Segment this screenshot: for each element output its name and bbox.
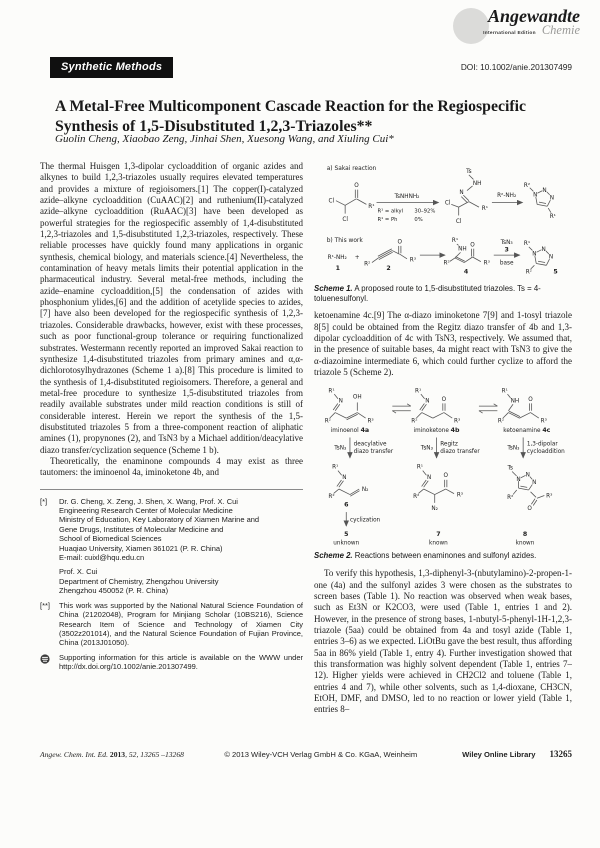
affiliation-line: Department of Chemistry, Zhengzhou University bbox=[59, 576, 219, 586]
atom-label: O bbox=[397, 239, 403, 246]
page-number: 13265 bbox=[549, 749, 572, 759]
atom-label: O bbox=[441, 397, 447, 404]
journal-name: Angew. Chem. Int. Ed. bbox=[40, 750, 108, 759]
atom-label: N₂ bbox=[361, 487, 369, 494]
atom-label: N bbox=[549, 195, 555, 202]
atom-label: R² bbox=[324, 419, 331, 426]
reaction-arrow-4 bbox=[494, 240, 520, 266]
plus-sign: + bbox=[354, 254, 360, 261]
affiliation-line: Ministry of Education, Key Laboratory of Xiamen Marine and bbox=[59, 515, 260, 525]
scheme-2-caption-label: Scheme 2. bbox=[314, 551, 353, 561]
bond-lines bbox=[336, 190, 366, 214]
email-link[interactable]: cuixl@hqu.edu.cn bbox=[84, 553, 145, 563]
compound-number: 4b bbox=[450, 427, 460, 435]
structure-triazole-product-a bbox=[524, 182, 556, 220]
footnote-marker: [*] bbox=[40, 496, 48, 506]
atom-label: R² bbox=[413, 494, 420, 501]
atom-label: R¹ bbox=[328, 388, 335, 395]
atom-label: NH bbox=[472, 181, 482, 187]
pathway-arrow-regitz bbox=[420, 438, 481, 458]
structure-dichloroketone bbox=[329, 183, 375, 223]
atom-label: N₂ bbox=[431, 506, 438, 513]
compound-number: 3 bbox=[504, 246, 509, 254]
doi-line: DOI: 10.1002/anie.201307499 bbox=[460, 62, 572, 72]
atom-label: N bbox=[459, 190, 464, 197]
atom-label: N bbox=[525, 473, 530, 480]
atom-label: R³ bbox=[456, 492, 464, 499]
reagent-label: TsN₃ bbox=[500, 240, 513, 247]
affiliation-line: Dr. G. Cheng, X. Zeng, J. Shen, X. Wang, Prof. X. Cui bbox=[59, 496, 238, 506]
pathway-arrow-cycloaddition bbox=[506, 438, 565, 458]
panel-b-label: b) This work bbox=[326, 238, 363, 245]
atom-label: R¹ bbox=[368, 204, 375, 211]
email-line bbox=[59, 553, 303, 562]
tautomer-name: iminoenol bbox=[330, 428, 361, 435]
affiliation-block-2 bbox=[59, 567, 303, 595]
paragraph-tautomers: Theoretically, the enaminone compounds 4 may exist as three tautomers: the iminoenol 4a, iminoketone 4b, and bbox=[40, 455, 303, 478]
atom-label: Ts bbox=[466, 169, 472, 175]
footnote-supporting-info bbox=[40, 653, 303, 672]
atom-label: N bbox=[542, 187, 547, 194]
atom-label: O bbox=[354, 182, 359, 189]
reagent-label: TsN₃ bbox=[507, 445, 520, 452]
structure-ketoenamine-4c bbox=[498, 388, 551, 435]
condition-value: 0% bbox=[414, 217, 423, 223]
affiliation-line: Prof. X. Cui bbox=[59, 567, 98, 577]
atom-label: Cl bbox=[444, 200, 451, 207]
footnote-divider bbox=[40, 489, 303, 490]
bond-lines bbox=[418, 471, 454, 503]
atom-label: N bbox=[532, 480, 537, 487]
left-column bbox=[40, 161, 303, 751]
pathway-label: Regitz bbox=[440, 442, 458, 449]
supporting-info-sentence: Supporting information for this article is available on the WWW under bbox=[59, 652, 303, 662]
condition-label: R¹ = Ph bbox=[377, 217, 398, 223]
equilibrium-arrow bbox=[479, 404, 497, 413]
bond-lines bbox=[529, 247, 554, 269]
pathway-label: cyclization bbox=[349, 517, 381, 524]
atom-label: R² bbox=[411, 419, 418, 426]
tautomer-name: iminoketone bbox=[413, 428, 451, 435]
compound-number: 5 bbox=[344, 531, 349, 539]
reagent-label: TsN₃ bbox=[334, 445, 347, 452]
affiliation-line: Zhengzhou 450052 (P. R. China) bbox=[59, 586, 169, 596]
logo-chemie-text: Chemie bbox=[541, 23, 580, 37]
atom-label: OH bbox=[352, 395, 362, 402]
atom-label: N bbox=[516, 477, 521, 484]
formula-label: R¹-NH₂ bbox=[327, 254, 347, 261]
status-label: known bbox=[515, 540, 535, 547]
email-label: E-mail: bbox=[59, 553, 85, 563]
reagent-label: TsNHNH₂ bbox=[394, 193, 420, 200]
atom-label: R¹ bbox=[501, 388, 508, 395]
panel-a-label: a) Sakai reaction bbox=[326, 166, 377, 173]
atom-label: R² bbox=[523, 182, 531, 189]
footnotes-block bbox=[40, 497, 303, 672]
atom-label: R¹ bbox=[332, 465, 339, 472]
compound-number: 6 bbox=[344, 502, 349, 510]
atom-label: R² bbox=[328, 494, 335, 501]
atom-label: R³ bbox=[546, 493, 553, 500]
atom-label: R³ bbox=[483, 260, 490, 267]
journal-logo bbox=[425, 6, 580, 52]
atom-label: O bbox=[527, 506, 532, 513]
scheme-1-caption-label: Scheme 1. bbox=[314, 284, 353, 293]
atom-label: R³ bbox=[367, 419, 374, 426]
footnote-affiliations bbox=[40, 497, 303, 596]
atom-label: N bbox=[338, 398, 343, 405]
copyright-line: © 2013 Wiley-VCH Verlag GmbH & Co. KGaA, Weinheim bbox=[224, 750, 418, 759]
supporting-info-disc-icon bbox=[40, 653, 59, 672]
scheme-2-figure bbox=[314, 384, 572, 561]
atom-label: Cl bbox=[342, 217, 348, 223]
compound-number: 8 bbox=[522, 531, 528, 539]
reagent-label: R²-NH₂ bbox=[497, 193, 517, 199]
scheme-2-graphic bbox=[314, 384, 572, 548]
paragraph-screening: To verify this hypothesis, 1,3-diphenyl-3-(nbutylamino)-2-propen-1-one (4a) and the sulfonyl azides 3 were chosen as the substrates to screen bases (Table 1). No reaction was observed when weak bases, such as Et3N or K2CO3, were used (Table 1, entries 1 and 2). However, in the presence of strong bases, 1-nbutyl-5-phenyl-1H-1,2,3-triazole (5aa) could be obtained from 4a and tosyl azide (Table 1, entries 3–6) as we expected. LiOtBu gave the best result, thus affording 5aa in 86% yield (Table 1, entry 4). Further investigation showed that this transformation was highly solvent dependent (Table 1, entries 7–12). Higher yields were achieved in CH2Cl2 and toluene (Table 1, entries 4 and 7), while other solvents, such as 1,4-dioxane, CH3CN, EtOH, DMF, and DMSO, led to no reaction or lower yield (Table 1, entries 8– bbox=[314, 568, 572, 715]
atom-label: NH bbox=[458, 246, 467, 253]
journal-year: 2013 bbox=[109, 750, 126, 759]
supporting-info-text bbox=[59, 653, 303, 672]
atom-label: N bbox=[425, 398, 430, 405]
paragraph-hypothesis: ketoenamine 4c.[9] The α-diazo iminoketone 7[9] and 1-tosyl triazole 8[5] could be obtained from the Regitz diazo transfer of 4b and 1,3-dipolar cycloaddition of 4c with TsN3, respectively. We assumed that, in the presence of suitable bases, 4a might react with TsN3 to give the α-diazoimine intermediate 6, which could further cyclize to afford the triazole 5 (Scheme 2). bbox=[314, 310, 572, 378]
structure-propynone-2 bbox=[364, 240, 416, 272]
scheme-1-caption bbox=[314, 284, 572, 303]
condition-label: base bbox=[499, 260, 514, 267]
affiliation-line: Gene Drugs, Institutes of Molecular Medicine and bbox=[59, 524, 224, 534]
reagent-label: TsN₃ bbox=[420, 445, 433, 452]
structure-amine-1 bbox=[328, 254, 347, 272]
atom-label: R² bbox=[507, 495, 514, 502]
reaction-arrow-2 bbox=[492, 192, 522, 203]
bond-lines bbox=[530, 188, 555, 213]
wiley-online-library: Wiley Online Library bbox=[462, 750, 536, 759]
atom-label: Cl bbox=[455, 218, 462, 225]
structure-triazole-product-5 bbox=[524, 240, 558, 276]
supporting-info-link[interactable]: http://dx.doi.org/10.1002/anie.201307499. bbox=[59, 662, 198, 672]
title-line1: A Metal-Free Multicomponent Cascade Reaction for the Regiospecific bbox=[55, 97, 527, 115]
bond-lines bbox=[372, 246, 407, 263]
scheme-1-caption-text: A proposed route to 1,5-disubstituted triazoles. Ts = 4-toluenesulfonyl. bbox=[314, 284, 541, 303]
condition-label: R¹ = alkyl bbox=[377, 208, 404, 215]
reaction-arrow-1 bbox=[377, 194, 439, 223]
footnote-marker: [**] bbox=[40, 600, 51, 610]
compound-number: 1 bbox=[335, 264, 340, 272]
compound-number: 4c bbox=[542, 427, 551, 435]
two-column-body bbox=[40, 161, 572, 751]
compound-number: 2 bbox=[386, 264, 391, 272]
compound-number: 5 bbox=[553, 268, 558, 276]
equilibrium-arrow bbox=[392, 404, 410, 413]
atom-label: N bbox=[427, 475, 432, 482]
status-label: known bbox=[429, 540, 448, 547]
page-footer bbox=[40, 749, 572, 759]
pathway-label: 1,3-dipolar bbox=[526, 442, 558, 449]
structure-tosyl-triazole-8 bbox=[507, 466, 553, 513]
atom-label: R¹ bbox=[416, 465, 424, 472]
compound-number: 4a bbox=[360, 427, 370, 435]
section-badge: Synthetic Methods bbox=[50, 57, 173, 78]
atom-label: N bbox=[533, 192, 538, 199]
structure-tosylhydrazone bbox=[445, 169, 488, 225]
affiliation-line: Engineering Research Center of Molecular Medicine bbox=[59, 506, 233, 516]
atom-label: R¹ bbox=[523, 241, 531, 247]
atom-label: R² bbox=[525, 269, 532, 276]
scheme-1-figure bbox=[314, 161, 572, 303]
scheme-2-caption bbox=[314, 551, 572, 561]
condition-value: 30–92% bbox=[414, 208, 436, 215]
scheme-2-caption-text: Reactions between enaminones and sulfonyl azides. bbox=[352, 551, 537, 561]
pathway-label: diazo transfer bbox=[353, 449, 394, 456]
authors-line: Guolin Cheng, Xiaobao Zeng, Jinhai Shen, Xuesong Wang, and Xiuling Cui* bbox=[55, 133, 394, 145]
right-column bbox=[314, 161, 572, 751]
logo-main-text: Angewandte bbox=[487, 6, 580, 26]
logo-edition-text: International Edition bbox=[483, 31, 536, 36]
affiliation-line: School of Biomedical Sciences bbox=[59, 534, 162, 544]
pathway-label: diazo transfer bbox=[440, 449, 480, 456]
tautomer-label bbox=[503, 427, 550, 434]
bond-lines bbox=[416, 395, 452, 419]
title-line2: Synthesis of 1,5-Disubstituted 1,2,3-Triazoles** bbox=[55, 118, 373, 136]
atom-label: R² bbox=[443, 260, 450, 267]
structure-diazoimine-6 bbox=[328, 464, 368, 509]
paragraph-intro: The thermal Huisgen 1,3-dipolar cycloaddition of organic azides and alkynes to build 1,2,3-triazoles usually requires elevated temperatures and provides a mixture of regioisomers.[1] The copper(I)-catalyzed azide–alkyne cycloaddition (CuAAC)[2] and ruthenium(II)-catalyzed azide–alkyne cycloaddition (RuAAC)[3] have been developed as powerful strategies for the regiospecific assembly of 1,4-disubstituted 1,2,3-triazoles and 1,5-disubstituted 1,2,3-triazoles, respectively. These reliable processes have quickly found many applications in organic synthesis, chemical biology, and materials science.[4] Nevertheless, the contamination of heavy metals limits their potential application in the pharmaceutical industry. Several metal-free methods, including the azide–enamine cycloaddition,[5] the condensation of azides with phosphonium ylides,[6] and the addition of acetylide species to azides,[7] have also been developed for the regiospecific synthesis of 1,2,3-triazoles. Considerable drawbacks, however, exist with these processes, such as poor functional-group tolerance or requiring functionalized substrates. Westermann recently reported an improved Sakai reaction to synthesize 1,4-disubstituted triazoles from primary amines and α,α-dichlorotosylhydrazones (Scheme 1 a).[8] This procedure is limited to the synthesis of 1,4-disubstituted regioisomers. Therefore, a general and metal-free procedure to synthesize 1,5-disubstituted triazoles from readily available substrates under mild reaction conditions is still of considerable interest. Herein we report the synthesis of the 1,5-disubstituted triazoles 5 from a three-component reaction of aliphatic amines (1), propynones (2), and TsN3 by a Michael addition/deacylative diazo transfer/cyclization sequence (Scheme 1 b). bbox=[40, 161, 303, 455]
atom-label: R¹ bbox=[414, 388, 422, 395]
structure-iminoketone-4b bbox=[411, 388, 460, 435]
atom-label: N bbox=[541, 247, 546, 253]
structure-enaminone-4 bbox=[444, 237, 490, 275]
affiliation-line: Huaqiao University, Xiamen 361021 (P. R. China) bbox=[59, 543, 223, 553]
atom-label: Cl bbox=[328, 198, 335, 205]
atom-label: R¹ bbox=[549, 214, 556, 221]
atom-label: N bbox=[342, 475, 347, 482]
bond-lines bbox=[503, 395, 539, 419]
atom-label: R² bbox=[497, 419, 505, 426]
funding-text: This work was supported by the National Natural Science Foundation of China (21202048), Program for Minjiang Scholar (10BS216), Science Research Item of Science and Technology of Xiamen City (3502z201014), and the Natural Science Foundation of Fujian Province, China (2013J01050). bbox=[59, 600, 303, 648]
atom-label: R² bbox=[364, 261, 371, 268]
journal-pages: , 52, 13265 –13268 bbox=[125, 750, 184, 759]
status-label: unknown bbox=[333, 540, 360, 547]
atom-label: N bbox=[532, 251, 537, 258]
cyclization-arrow bbox=[346, 513, 380, 527]
footer-right bbox=[424, 749, 572, 759]
atom-label: R¹ bbox=[451, 238, 459, 245]
atom-label: R³ bbox=[454, 419, 461, 426]
atom-label: O bbox=[470, 242, 475, 249]
atom-label: O bbox=[528, 397, 533, 404]
atom-label: R³ bbox=[540, 419, 547, 426]
structure-diazo-iminoketone-7 bbox=[413, 464, 463, 512]
pathway-label: deacylative bbox=[353, 442, 387, 449]
pathway-arrow-deacylative bbox=[333, 438, 394, 458]
compound-number: 7 bbox=[436, 531, 441, 539]
tautomer-name: ketoenamine bbox=[503, 428, 543, 435]
scheme-1-graphic bbox=[314, 161, 572, 281]
tautomer-label bbox=[331, 427, 369, 434]
compound-number: 4 bbox=[463, 268, 469, 276]
atom-label: NH bbox=[510, 398, 520, 405]
atom-label: O bbox=[443, 473, 449, 480]
atom-label: Ts bbox=[507, 466, 514, 473]
atom-label: N bbox=[548, 254, 554, 261]
tautomer-label bbox=[414, 427, 460, 434]
atom-label: R³ bbox=[409, 257, 417, 264]
pathway-label: cycloaddition bbox=[526, 449, 565, 456]
atom-label: R¹ bbox=[481, 205, 489, 212]
structure-iminoenol-4a bbox=[325, 388, 374, 435]
footnote-funding bbox=[40, 601, 303, 648]
article-title bbox=[55, 97, 563, 138]
journal-reference bbox=[40, 750, 217, 759]
